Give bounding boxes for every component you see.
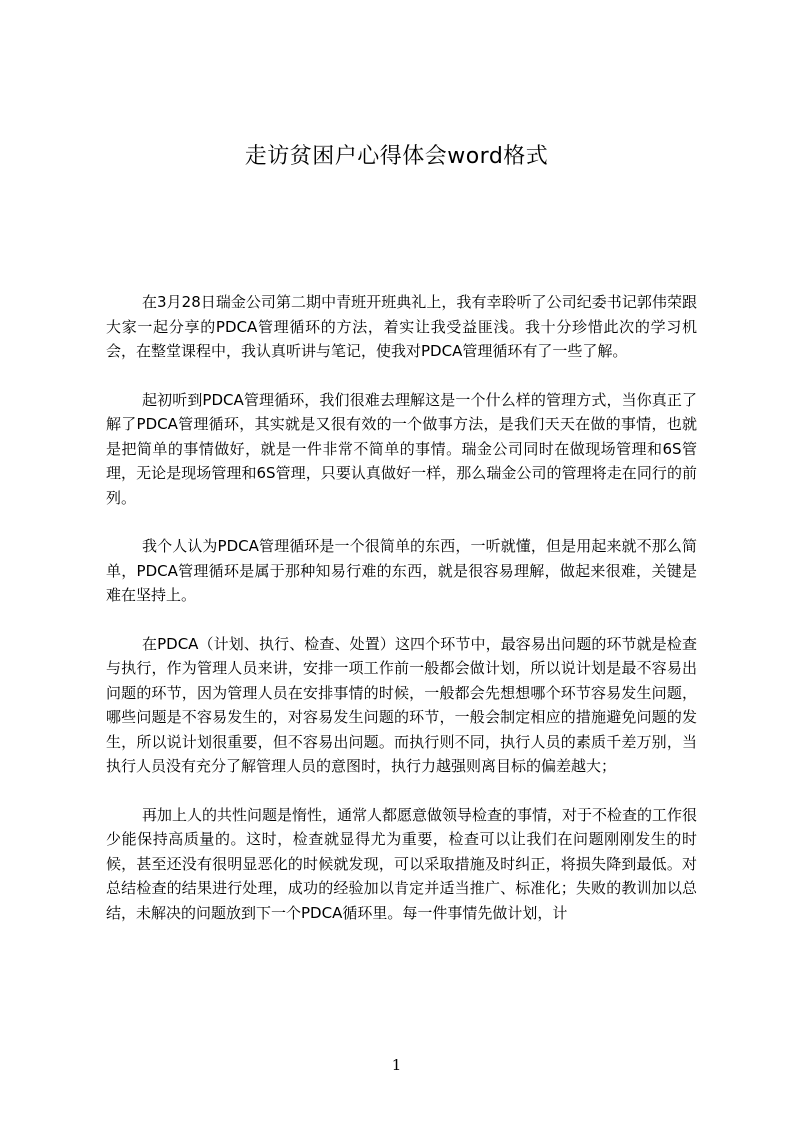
paragraph: 起初听到PDCA管理循环，我们很难去理解这是一个什么样的管理方式，当你真正了解了PDCA管理循环，其实就是又很有效的一个做事方法，是我们天天在做的事情，也就是把简单的事情做好，就是一件非常不简单的事情。瑞金公司同时在做现场管理和6S管理，无论是现场管理和6S管理，只要认真做好一样，那么瑞金公司的管理将走在同行的前列。 bbox=[106, 390, 697, 507]
document-body bbox=[106, 290, 697, 949]
paragraph: 再加上人的共性问题是惰性，通常人都愿意做领导检查的事情，对于不检查的工作很少能保持高质量的。这时，检查就显得尤为重要，检查可以让我们在问题刚刚发生的时候，甚至还没有很明显恶化的时候就发现，可以采取措施及时纠正，将损失降到最低。对总结检查的结果进行处理，成功的经验加以肯定并适当推广、标准化；失败的教训加以总结，未解决的问题放到下一个PDCA循环里。每一件事情先做计划，计 bbox=[106, 805, 698, 922]
page-number: 1 bbox=[391, 1056, 402, 1074]
paragraph: 在3月28日瑞金公司第二期中青班开班典礼上，我有幸聆听了公司纪委书记郭伟荣跟大家一起分享的PDCA管理循环的方法，着实让我受益匪浅。我十分珍惜此次的学习机会，在整堂课程中，我认真听讲与笔记，使我对PDCA管理循环有了一些了解。 bbox=[106, 293, 697, 360]
document-title: 走访贫困户心得体会word格式 bbox=[244, 144, 549, 169]
paragraph: 在PDCA（计划、执行、检查、处置）这四个环节中，最容易出问题的环节就是检查与执行，作为管理人员来讲，安排一项工作前一般都会做计划，所以说计划是最不容易出问题的环节，因为管理人员在安排事情的时候，一般都会先想想哪个环节容易发生问题，哪些问题是不容易发生的，对容易发生问题的环节，一般会制定相应的措施避免问题的发生，所以说计划很重要，但不容易出问题。而执行则不同，执行人员的素质千差万别，当执行人员没有充分了解管理人员的意图时，执行力越强则离目标的偏差越大； bbox=[106, 634, 697, 775]
paragraph: 我个人认为PDCA管理循环是一个很简单的东西，一听就懂，但是用起来就不那么简单，PDCA管理循环是属于那种知易行难的东西，就是很容易理解，做起来很难，关键是难在坚持上。 bbox=[106, 537, 697, 604]
